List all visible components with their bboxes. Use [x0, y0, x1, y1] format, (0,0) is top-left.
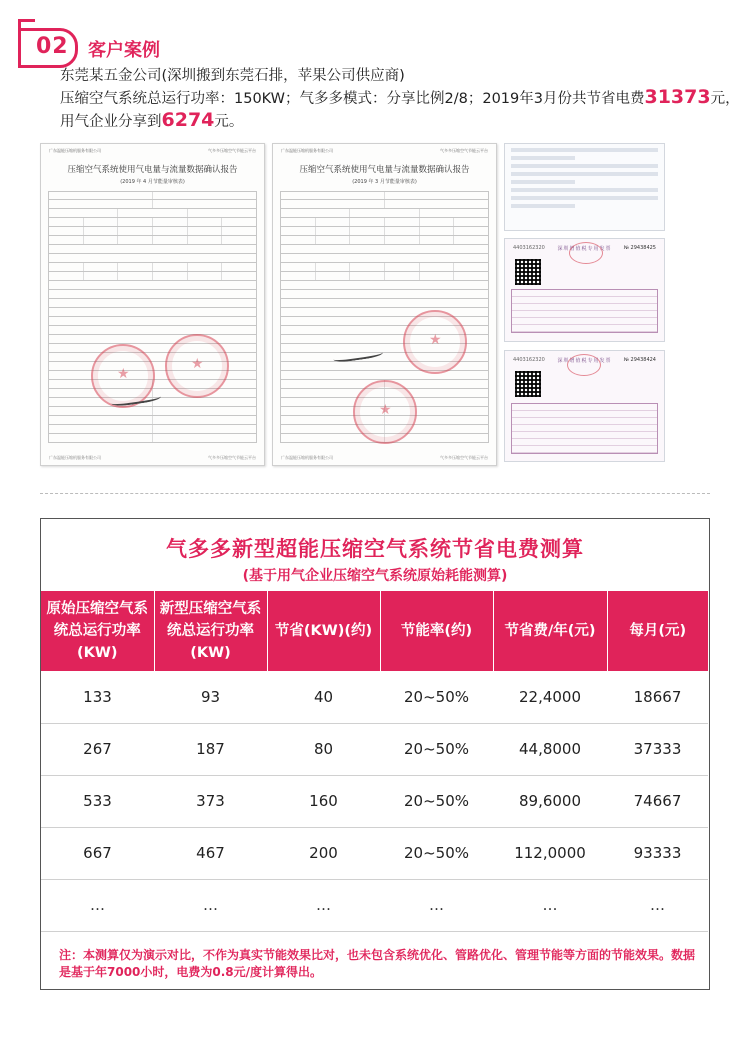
- table-row: [41, 723, 708, 775]
- invoice-table: [511, 289, 658, 333]
- cell-monthly-saving: 93333: [607, 827, 708, 879]
- report-company: 广东温能压缩机服务有限公司: [281, 148, 333, 153]
- table-header-row: [41, 591, 708, 671]
- table-row: [41, 671, 708, 723]
- cell-original-power: 133: [41, 671, 154, 723]
- case-company-line: 东莞某五金公司(深圳搬到东莞石排，苹果公司供应商): [60, 68, 405, 84]
- cell-ellipsis: …: [41, 879, 154, 931]
- section-divider: [40, 493, 710, 494]
- cell-ellipsis: …: [267, 879, 380, 931]
- calc-disclaimer: 注：本测算仅为演示对比，不作为真实节能效果比对，也未包含系统优化、管路优化、管理节能等方面的节能效果。数据是基于年7000小时，电费为0.8元/度计算得出。: [59, 948, 696, 979]
- cell-saved-kw: 200: [267, 827, 380, 879]
- report-footer-company: 广东温能压缩机服务有限公司: [49, 455, 101, 460]
- col-new-power: 新型压缩空气系统总运行功率(KW): [154, 591, 267, 671]
- invoice-number: № 29438425: [623, 245, 656, 251]
- case-savings-line: [60, 87, 740, 110]
- invoice-title: 深圳增值税专用发票: [557, 358, 612, 364]
- case-intro: [60, 66, 740, 133]
- share-prefix: 用气企业分享到: [60, 114, 162, 130]
- savings-prefix: 压缩空气系统总运行功率：150KW；气多多模式：分享比例2/8；2019年3月份共节省电费: [60, 91, 645, 107]
- cell-ellipsis: …: [493, 879, 607, 931]
- invoice-scan: [504, 238, 665, 342]
- cell-monthly-saving: 18667: [607, 671, 708, 723]
- share-amount: 6274: [161, 109, 215, 131]
- cell-monthly-saving: 74667: [607, 775, 708, 827]
- cell-saving-rate: 20~50%: [380, 827, 493, 879]
- savings-calc-panel: [40, 518, 710, 990]
- report-subtitle: (2019 年 4 月节能量审核表): [120, 179, 185, 185]
- report-platform: 气多多压缩空气节能云平台: [440, 148, 488, 153]
- cell-yearly-saving: 22,4000: [493, 671, 607, 723]
- report-footer-platform: 气多多压缩空气节能云平台: [208, 455, 256, 460]
- cell-yearly-saving: 89,6000: [493, 775, 607, 827]
- col-original-power: 原始压缩空气系统总运行功率(KW): [41, 591, 154, 671]
- cell-ellipsis: …: [380, 879, 493, 931]
- invoice-seal: [569, 242, 603, 264]
- table-row: [41, 827, 708, 879]
- qr-code-icon: [515, 259, 541, 285]
- cell-new-power: 187: [154, 723, 267, 775]
- company-seal: [353, 380, 417, 444]
- cell-yearly-saving: 112,0000: [493, 827, 607, 879]
- savings-total: 31373: [644, 86, 711, 108]
- cell-original-power: 267: [41, 723, 154, 775]
- report-platform: 气多多压缩空气节能云平台: [208, 148, 256, 153]
- cell-new-power: 467: [154, 827, 267, 879]
- cell-original-power: 533: [41, 775, 154, 827]
- invoice-title: 深圳增值税专用发票: [557, 246, 612, 252]
- col-yearly-saving: 节省费/年(元): [493, 591, 607, 671]
- cell-monthly-saving: 37333: [607, 723, 708, 775]
- company-seal: [165, 334, 229, 398]
- invoice-code: 4403162320: [513, 245, 545, 251]
- cell-saved-kw: 80: [267, 723, 380, 775]
- section-number: 02: [36, 34, 69, 59]
- cell-saving-rate: 20~50%: [380, 775, 493, 827]
- table-row: [41, 775, 708, 827]
- cell-yearly-saving: 44,8000: [493, 723, 607, 775]
- savings-table: [41, 591, 708, 932]
- savings-suffix: 元，: [710, 91, 740, 107]
- company-seal: [403, 310, 467, 374]
- cell-ellipsis: …: [154, 879, 267, 931]
- cell-new-power: 93: [154, 671, 267, 723]
- cell-new-power: 373: [154, 775, 267, 827]
- report-title: 压缩空气系统使用气电量与流量数据确认报告: [299, 165, 470, 175]
- report-company: 广东温能压缩机服务有限公司: [49, 148, 101, 153]
- share-suffix: 元。: [214, 114, 244, 130]
- report-scan-march: [272, 143, 497, 466]
- cell-saved-kw: 160: [267, 775, 380, 827]
- report-subtitle: (2019 年 3 月节能量审核表): [352, 179, 417, 185]
- table-row: [41, 879, 708, 931]
- report-footer-platform: 气多多压缩空气节能云平台: [440, 455, 488, 460]
- platform-form-scan: [504, 143, 665, 231]
- invoice-number: № 29438424: [623, 357, 656, 363]
- calc-title: 气多多新型超能压缩空气系统节省电费测算: [166, 537, 584, 561]
- cell-original-power: 667: [41, 827, 154, 879]
- cell-saving-rate: 20~50%: [380, 723, 493, 775]
- cell-saved-kw: 40: [267, 671, 380, 723]
- report-scan-april: [40, 143, 265, 466]
- invoice-code: 4403162320: [513, 357, 545, 363]
- invoice-table: [511, 403, 658, 454]
- qr-code-icon: [515, 371, 541, 397]
- calc-subtitle: (基于用气企业压缩空气系统原始耗能测算): [242, 568, 508, 584]
- report-footer-company: 广东温能压缩机服务有限公司: [281, 455, 333, 460]
- case-share-line: [60, 110, 740, 133]
- report-title: 压缩空气系统使用气电量与流量数据确认报告: [67, 165, 238, 175]
- invoice-seal: [567, 354, 601, 376]
- cell-ellipsis: …: [607, 879, 708, 931]
- report-table: [48, 191, 257, 443]
- section-header: [18, 28, 238, 68]
- section-title: 客户案例: [88, 40, 160, 61]
- col-monthly-saving: 每月(元): [607, 591, 708, 671]
- col-saved-kw: 节省(KW)(约): [267, 591, 380, 671]
- invoice-scan: [504, 350, 665, 462]
- cell-saving-rate: 20~50%: [380, 671, 493, 723]
- col-saving-rate: 节能率(约): [380, 591, 493, 671]
